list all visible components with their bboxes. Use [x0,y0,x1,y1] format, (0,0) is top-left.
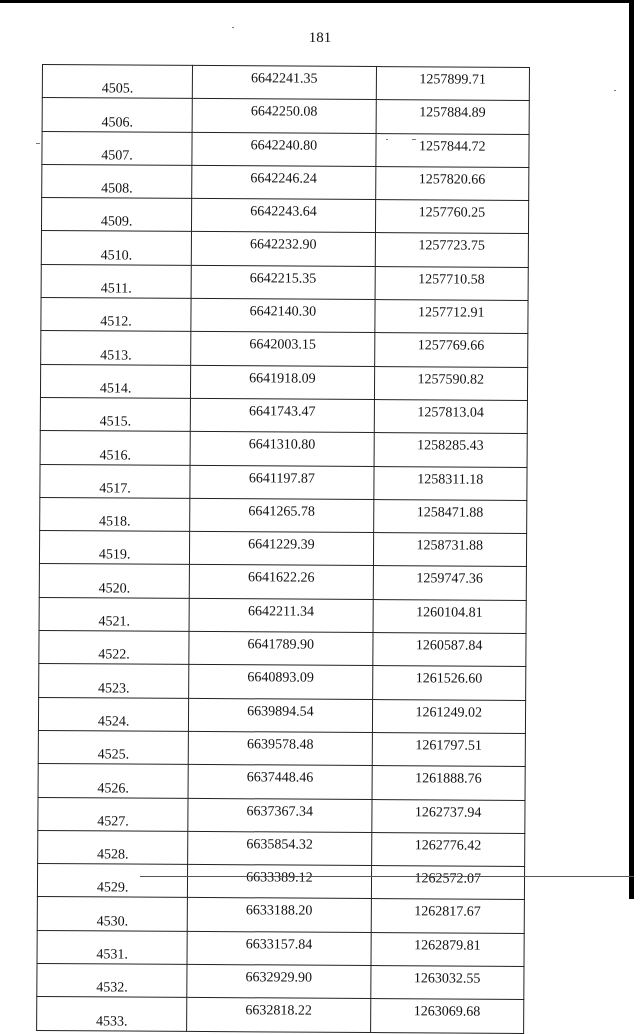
point-number-cell: 4533. [37,997,187,1031]
x-coordinate-cell: 6641310.80 [190,432,373,466]
y-coordinate-cell: 1261797.51 [372,732,526,766]
x-coordinate-cell: 6641622.26 [189,565,372,599]
table-row [38,830,525,866]
table-row [40,431,527,467]
point-number-cell: 4514. [40,364,190,398]
y-coordinate-cell: 1261249.02 [372,699,526,733]
table-row [40,497,527,533]
scan-speck [36,143,40,144]
point-number-cell: 4509. [41,198,191,232]
x-coordinate-cell: 6639578.48 [188,731,371,765]
bottom-rule [140,876,634,877]
y-coordinate-cell: 1258311.18 [373,466,527,500]
x-coordinate-cell: 6637448.46 [188,765,371,799]
x-coordinate-cell: 6641229.39 [190,532,373,566]
y-coordinate-cell: 1263069.68 [370,999,524,1033]
point-number-cell: 4507. [42,131,192,165]
x-coordinate-cell: 6640893.09 [189,665,372,699]
table-row [41,264,528,300]
point-number-cell: 4521. [39,597,189,631]
point-number-cell: 4511. [41,264,191,298]
y-coordinate-cell: 1257813.04 [374,400,528,434]
table-row [39,631,526,667]
table-row [42,65,529,101]
table-row [37,964,524,1000]
x-coordinate-cell: 6642250.08 [192,99,375,133]
table-row [39,664,526,700]
point-number-cell: 4525. [38,730,188,764]
point-number-cell: 4529. [37,864,187,898]
y-coordinate-cell: 1257820.66 [375,166,529,200]
x-coordinate-cell: 6641197.87 [190,465,373,499]
y-coordinate-cell: 1257590.82 [374,366,528,400]
table-row [38,797,525,833]
point-number-cell: 4518. [40,497,190,531]
point-number-cell: 4530. [37,897,187,931]
x-coordinate-cell: 6632818.22 [187,998,370,1032]
x-coordinate-cell: 6633157.84 [187,931,370,965]
x-coordinate-cell: 6642246.24 [192,165,375,199]
point-number-cell: 4520. [39,564,189,598]
table-row [38,730,525,766]
x-coordinate-cell: 6642003.15 [191,332,374,366]
y-coordinate-cell: 1257723.75 [375,233,529,267]
y-coordinate-cell: 1259747.36 [373,566,527,600]
coordinates-table [36,64,530,1034]
y-coordinate-cell: 1261888.76 [372,766,526,800]
x-coordinate-cell: 6642240.80 [192,132,375,166]
y-coordinate-cell: 1257760.25 [375,200,529,234]
x-coordinate-cell: 6641743.47 [191,398,374,432]
x-coordinate-cell: 6641918.09 [191,365,374,399]
y-coordinate-cell: 1257769.66 [374,333,528,367]
table-row [37,864,524,900]
page-number: 181 [308,30,332,46]
point-number-cell: 4513. [41,331,191,365]
y-coordinate-cell: 1262776.42 [371,832,525,866]
point-number-cell: 4527. [38,797,188,831]
point-number-cell: 4531. [37,930,187,964]
table-row [40,464,527,500]
point-number-cell: 4510. [41,231,191,265]
y-coordinate-cell: 1262572.07 [371,866,525,900]
point-number-cell: 4523. [39,664,189,698]
table-row [37,997,524,1033]
x-coordinate-cell: 6637367.34 [188,798,371,832]
y-coordinate-cell: 1262879.81 [371,932,525,966]
table-row [41,298,528,334]
table-row [38,764,525,800]
y-coordinate-cell: 1260104.81 [373,599,527,633]
table-row [42,98,529,134]
y-coordinate-cell: 1261526.60 [372,666,526,700]
point-number-cell: 4517. [40,464,190,498]
table-row [40,364,527,400]
coordinates-table-body [37,65,530,1034]
scan-speck [386,139,388,140]
y-coordinate-cell: 1258731.88 [373,533,527,567]
point-number-cell: 4515. [40,397,190,431]
scan-speck [232,27,234,28]
table-row [39,564,526,600]
table-row [38,697,525,733]
point-number-cell: 4519. [39,531,189,565]
point-number-cell: 4508. [42,164,192,198]
y-coordinate-cell: 1257844.72 [375,133,529,167]
y-coordinate-cell: 1262737.94 [371,799,525,833]
x-coordinate-cell: 6642232.90 [192,232,375,266]
point-number-cell: 4505. [42,65,192,99]
x-coordinate-cell: 6639894.54 [189,698,372,732]
table-row [41,331,528,367]
y-coordinate-cell: 1262817.67 [371,899,525,933]
x-coordinate-cell: 6642241.35 [193,65,376,99]
y-coordinate-cell: 1263032.55 [370,966,524,1000]
table-row [41,231,528,267]
scan-speck [412,139,416,140]
y-coordinate-cell: 1257884.89 [376,100,530,134]
point-number-cell: 4506. [42,98,192,132]
y-coordinate-cell: 1258285.43 [374,433,528,467]
y-coordinate-cell: 1258471.88 [373,499,527,533]
table-row [37,930,524,966]
x-coordinate-cell: 6642211.34 [189,598,372,632]
table-row [42,164,529,200]
table-row [39,531,526,567]
y-coordinate-cell: 1257710.58 [375,266,529,300]
point-number-cell: 4516. [40,431,190,465]
table-row [37,897,524,933]
scan-speck [614,90,616,91]
x-coordinate-cell: 6641265.78 [190,498,373,532]
x-coordinate-cell: 6633188.20 [187,898,370,932]
point-number-cell: 4532. [37,964,187,998]
x-coordinate-cell: 6641789.90 [189,631,372,665]
x-coordinate-cell: 6642140.30 [191,298,374,332]
point-number-cell: 4524. [38,697,188,731]
point-number-cell: 4526. [38,764,188,798]
x-coordinate-cell: 6633389.12 [188,865,371,899]
x-coordinate-cell: 6642243.64 [192,199,375,233]
table-row [41,198,528,234]
x-coordinate-cell: 6632929.90 [187,964,370,998]
y-coordinate-cell: 1257712.91 [374,300,528,334]
point-number-cell: 4512. [41,298,191,332]
y-coordinate-cell: 1260587.84 [372,633,526,667]
x-coordinate-cell: 6642215.35 [191,265,374,299]
point-number-cell: 4522. [39,631,189,665]
point-number-cell: 4528. [38,830,188,864]
table-row [39,597,526,633]
table-row [40,397,527,433]
table-row [42,131,529,167]
y-coordinate-cell: 1257899.71 [376,67,530,101]
x-coordinate-cell: 6635854.32 [188,831,371,865]
